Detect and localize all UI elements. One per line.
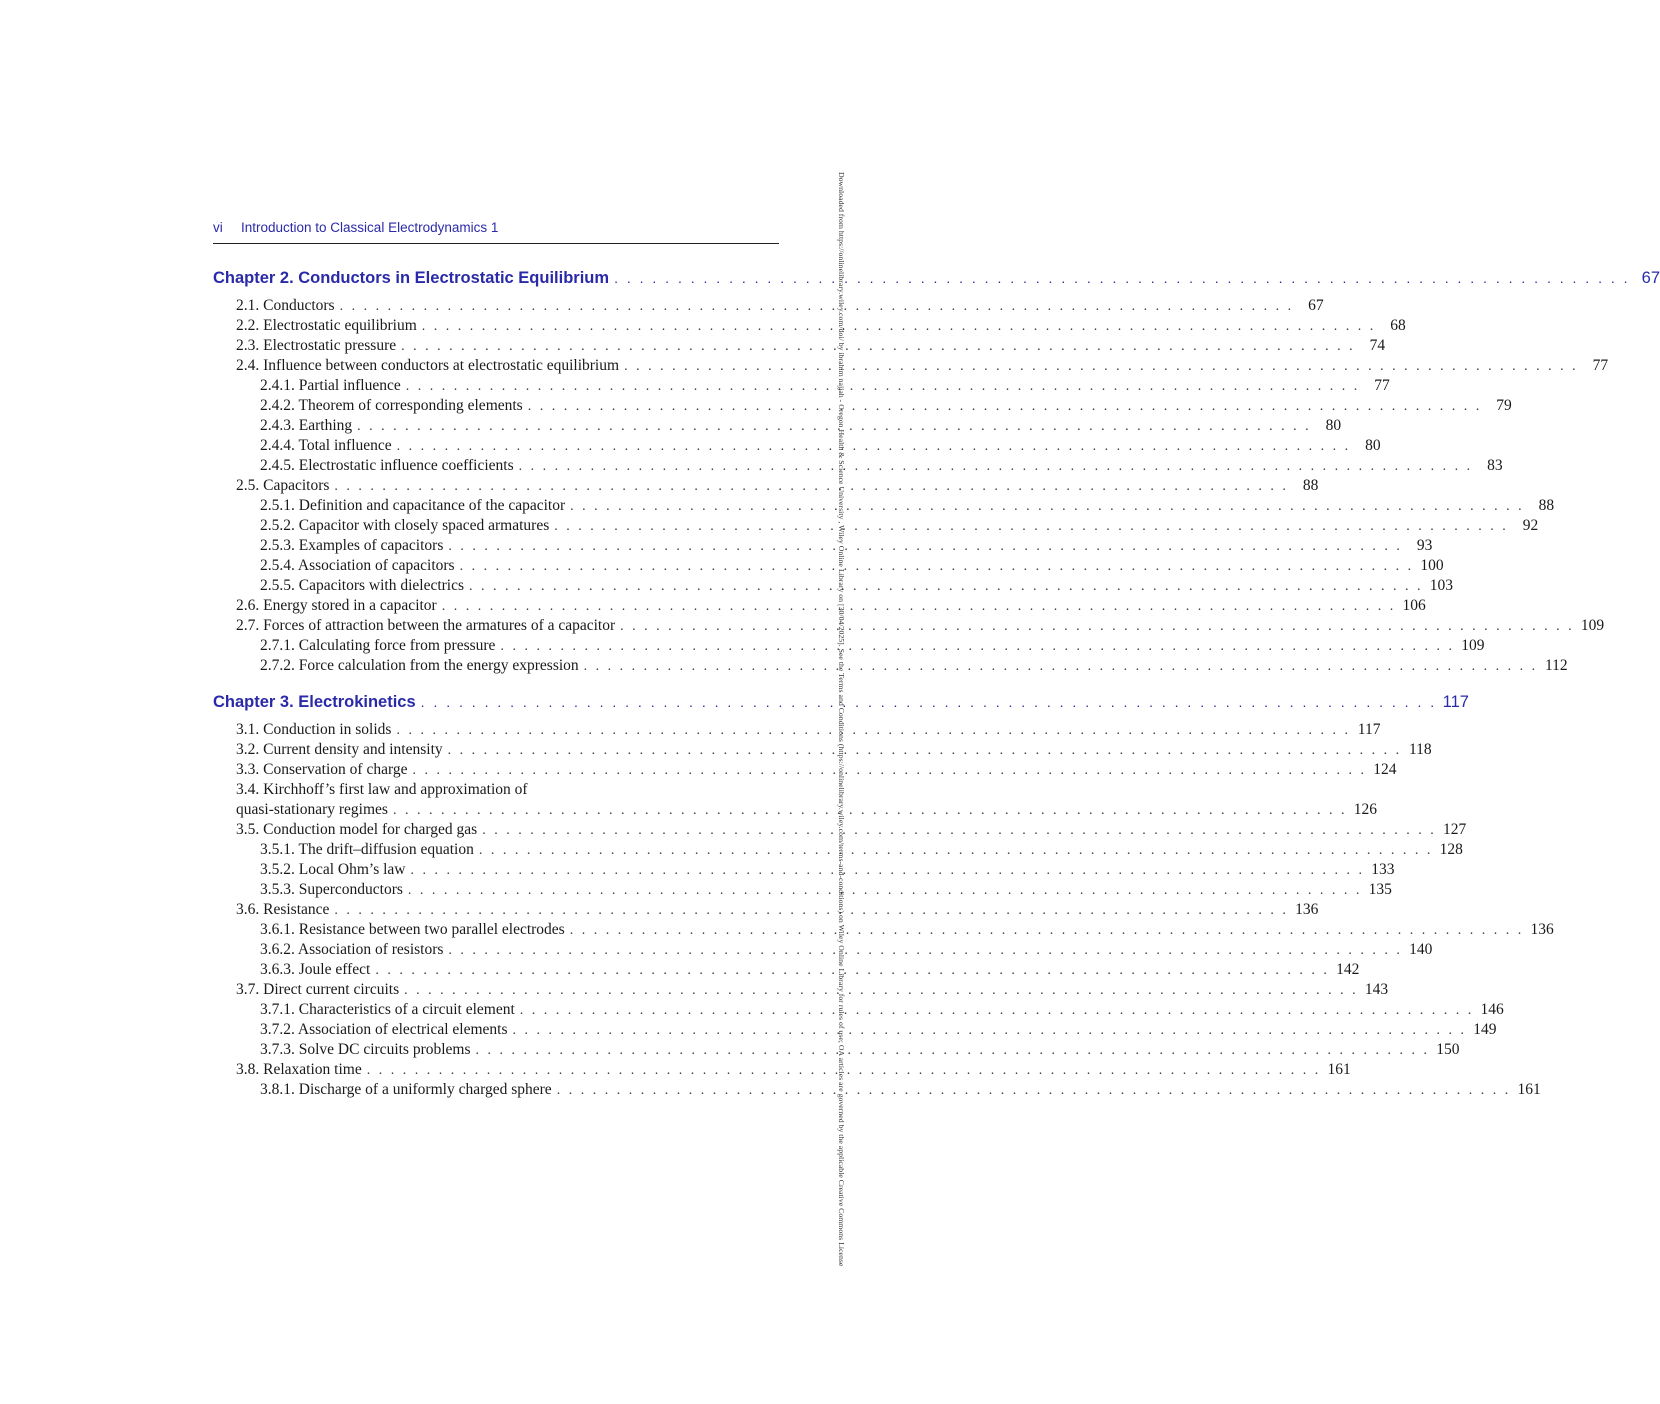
toc-page-number: 149: [1473, 1021, 1497, 1038]
toc-entry-title: 3.5.2. Local Ohm’s law: [260, 861, 406, 878]
toc-page-number: 109: [1461, 637, 1485, 654]
toc-entry-title: 2.4.2. Theorem of corresponding elements: [260, 397, 523, 414]
toc-entry[interactable]: [213, 576, 1454, 596]
toc-leader-dots: . . . . . . . . . . . . . . . . . . . . . . . . . . . . . . . . . . . . . . . . . . . . . . . . . . . . . . . . . . . . . . . . . . . . . . . . . . . . . . . .: [357, 419, 1312, 434]
toc-chapter-entry[interactable]: [213, 268, 1660, 290]
toc-entry[interactable]: [213, 416, 1342, 436]
toc-entry-title: 3.6.3. Joule effect: [260, 961, 371, 978]
toc-page-number: 88: [1538, 497, 1555, 514]
toc-entry-title: 3.2. Current density and intensity: [236, 741, 443, 758]
toc-leader-dots: . . . . . . . . . . . . . . . . . . . . . . . . . . . . . . . . . . . . . . . . . . . . . . . . . . . . . . . . . . . . . . . . . . . . . . . . . . . . . . . .: [447, 743, 1402, 758]
toc-entry-title: 2.4.3. Earthing: [260, 417, 353, 434]
toc-leader-dots: . . . . . . . . . . . . . . . . . . . . . . . . . . . . . . . . . . . . . . . . . . . . . . . . . . . . . . . . . . . . . . . . . . . . . . . . . . . . . . . .: [556, 1083, 1511, 1098]
toc-entry-title: 3.7. Direct current circuits: [236, 981, 400, 998]
toc-page-number: 142: [1336, 961, 1360, 978]
toc-leader-dots: . . . . . . . . . . . . . . . . . . . . . . . . . . . . . . . . . . . . . . . . . . . . . . . . . . . . . . . . . . . . . . . . . . . . . . . . . . . . . . . .: [396, 439, 1351, 454]
toc-entry[interactable]: [213, 516, 1539, 536]
toc-chapter-entry[interactable]: [213, 692, 1469, 714]
toc-entry-title: 2.1. Conductors: [236, 297, 335, 314]
toc-leader-dots: . . . . . . . . . . . . . . . . . . . . . . . . . . . . . . . . . . . . . . . . . . . . . . . . . . . . . . . . . . . . . . . . . . . . . . . . . . . . . . . .: [569, 923, 1524, 938]
toc-entry[interactable]: [213, 920, 1554, 940]
toc-entry-title: 3.7.3. Solve DC circuits problems: [260, 1041, 471, 1058]
toc-page-number: 127: [1442, 821, 1467, 838]
toc-page-number: 93: [1416, 537, 1433, 554]
toc-leader-dots: . . . . . . . . . . . . . . . . . . . . . . . . . . . . . . . . . . . . . . . . . . . . . . . . . . . . . . . . . . . . . . . . . . . . . . . . . . . . . . . .: [512, 1023, 1467, 1038]
toc-entry-title: 2.4.5. Electrostatic influence coefficients: [260, 457, 514, 474]
toc-entry[interactable]: [213, 376, 1390, 396]
toc-page-number: 143: [1364, 981, 1389, 998]
toc-page-number: 124: [1373, 761, 1397, 778]
toc-entry[interactable]: [213, 296, 1324, 316]
toc-entry[interactable]: [213, 436, 1381, 456]
toc-entry-title: 2.6. Energy stored in a capacitor: [236, 597, 437, 614]
toc-entry[interactable]: [213, 596, 1426, 616]
toc-leader-dots: . . . . . . . . . . . . . . . . . . . . . . . . . . . . . . . . . . . . . . . . . . . . . . . . . . . . . . . . . . . . . . . . . . . . . . . . . . . . . . . .: [570, 499, 1525, 514]
toc-entry[interactable]: [213, 860, 1395, 880]
toc-entry[interactable]: [213, 1060, 1351, 1080]
toc-entry[interactable]: [213, 616, 1605, 636]
toc-page-number: 83: [1487, 457, 1503, 474]
toc-entry-title: 3.8. Relaxation time: [236, 1061, 362, 1078]
toc-leader-dots: . . . . . . . . . . . . . . . . . . . . . . . . . . . . . . . . . . . . . . . . . . . . . . . . . . . . . . . . . . . . . . . . . . . . . . . . . . . . . . . .: [339, 299, 1294, 314]
toc-page-number: 77: [1592, 357, 1609, 374]
toc-entry[interactable]: [213, 556, 1444, 576]
toc-page-number: 67: [1641, 269, 1660, 287]
toc-entry-title: 3.8.1. Discharge of a uniformly charged sphere: [260, 1081, 552, 1098]
toc-entry-title: 2.5.1. Definition and capacitance of the capacitor: [260, 497, 566, 514]
toc-page-number: 128: [1439, 841, 1463, 858]
toc-entry-title: 2.5.3. Examples of capacitors: [260, 537, 444, 554]
header-page-number: vi: [213, 220, 223, 235]
toc-leader-dots: . . . . . . . . . . . . . . . . . . . . . . . . . . . . . . . . . . . . . . . . . . . . . . . . . . . . . . . . . . . . . . . . . . . . . . . . . . . . . . . .: [375, 963, 1330, 978]
toc-entry[interactable]: [213, 760, 1397, 780]
toc-leader-dots: . . . . . . . . . . . . . . . . . . . . . . . . . . . . . . . . . . . . . . . . . . . . . . . . . . . . . . . . . . . . . . . . . . . . . . . . . . . . . . . .: [614, 270, 1631, 286]
toc-leader-dots: . . . . . . . . . . . . . . . . . . . . . . . . . . . . . . . . . . . . . . . . . . . . . . . . . . . . . . . . . . . . . . . . . . . . . . . . . . . . . . . .: [392, 803, 1347, 818]
toc-page-number: 117: [1442, 693, 1469, 711]
toc-entry[interactable]: [213, 356, 1609, 376]
toc-leader-dots: . . . . . . . . . . . . . . . . . . . . . . . . . . . . . . . . . . . . . . . . . . . . . . . . . . . . . . . . . . . . . . . . . . . . . . . . . . . . . . . .: [519, 1003, 1474, 1018]
toc-leader-dots: . . . . . . . . . . . . . . . . . . . . . . . . . . . . . . . . . . . . . . . . . . . . . . . . . . . . . . . . . . . . . . . . . . . . . . . . . . . . . . . .: [407, 883, 1362, 898]
toc-entry-title: 3.4. Kirchhoff’s first law and approximation of: [236, 781, 528, 798]
toc-page-number: 161: [1517, 1081, 1541, 1098]
toc-page-number: 77: [1374, 377, 1390, 394]
toc-entry-title: 2.4.1. Partial influence: [260, 377, 401, 394]
toc-page-number: 79: [1496, 397, 1512, 414]
toc-leader-dots: . . . . . . . . . . . . . . . . . . . . . . . . . . . . . . . . . . . . . . . . . . . . . . . . . . . . . . . . . . . . . . . . . . . . . . . . . . . . . . . .: [405, 379, 1360, 394]
toc-entry[interactable]: [213, 396, 1512, 416]
toc-entry[interactable]: [213, 720, 1381, 740]
toc-leader-dots: . . . . . . . . . . . . . . . . . . . . . . . . . . . . . . . . . . . . . . . . . . . . . . . . . . . . . . . . . . . . . . . . . . . . . . . . . . . . . . . .: [478, 843, 1433, 858]
running-header: [213, 219, 779, 244]
toc-leader-dots: . . . . . . . . . . . . . . . . . . . . . . . . . . . . . . . . . . . . . . . . . . . . . . . . . . . . . . . . . . . . . . . . . . . . . . . . . . . . . . . .: [518, 459, 1473, 474]
toc-leader-dots: . . . . . . . . . . . . . . . . . . . . . . . . . . . . . . . . . . . . . . . . . . . . . . . . . . . . . . . . . . . . . . . . . . . . . . . . . . . . . . . .: [396, 723, 1351, 738]
toc-entry[interactable]: [213, 656, 1568, 676]
toc-entry-title: 2.7.1. Calculating force from pressure: [260, 637, 496, 654]
toc-entry[interactable]: [213, 1000, 1504, 1020]
toc-page-number: 133: [1371, 861, 1395, 878]
toc-entry-title: 3.6.2. Association of resistors: [260, 941, 444, 958]
toc-page-number: 92: [1522, 517, 1539, 534]
toc-leader-dots: . . . . . . . . . . . . . . . . . . . . . . . . . . . . . . . . . . . . . . . . . . . . . . . . . . . . . . . . . . . . . . . . . . . . . . . . . . . . . . . .: [401, 339, 1356, 354]
toc-entry-title: 2.5.5. Capacitors with dielectrics: [260, 577, 465, 594]
toc-page-number: 136: [1530, 921, 1554, 938]
toc-leader-dots: . . . . . . . . . . . . . . . . . . . . . . . . . . . . . . . . . . . . . . . . . . . . . . . . . . . . . . . . . . . . . . . . . . . . . . . . . . . . . . . .: [366, 1063, 1321, 1078]
toc-entry[interactable]: [213, 496, 1555, 516]
toc-leader-dots: . . . . . . . . . . . . . . . . . . . . . . . . . . . . . . . . . . . . . . . . . . . . . . . . . . . . . . . . . . . . . . . . . . . . . . . . . . . . . . . .: [448, 539, 1403, 554]
toc-leader-dots: . . . . . . . . . . . . . . . . . . . . . . . . . . . . . . . . . . . . . . . . . . . . . . . . . . . . . . . . . . . . . . . . . . . . . . . . . . . . . . . .: [334, 903, 1289, 918]
toc-entry-title: 3.5. Conduction model for charged gas: [236, 821, 478, 838]
toc-entry-title: 2.5.4. Association of capacitors: [260, 557, 455, 574]
toc-entry[interactable]: [213, 800, 1377, 820]
toc-page-number: 106: [1402, 597, 1426, 614]
toc-page-number: 67: [1308, 297, 1324, 314]
toc-entry[interactable]: [213, 780, 779, 800]
toc-leader-dots: . . . . . . . . . . . . . . . . . . . . . . . . . . . . . . . . . . . . . . . . . . . . . . . . . . . . . . . . . . . . . . . . . . . . . . . . . . . . . . . .: [448, 943, 1403, 958]
toc-leader-dots: . . . . . . . . . . . . . . . . . . . . . . . . . . . . . . . . . . . . . . . . . . . . . . . . . . . . . . . . . . . . . . . . . . . . . . . . . . . . . . . .: [410, 863, 1365, 878]
toc-page-number: 103: [1429, 577, 1454, 594]
toc-page-number: 118: [1408, 741, 1432, 758]
toc-leader-dots: . . . . . . . . . . . . . . . . . . . . . . . . . . . . . . . . . . . . . . . . . . . . . . . . . . . . . . . . . . . . . . . . . . . . . . . . . . . . . . . .: [475, 1043, 1430, 1058]
download-notice-text: Downloaded from https://onlinelibrary.wiley.com/doi/ by ibrahim najjah - Oregon Health & Science University , Wiley Online Library on [30/04/2025]. See the Terms and Conditions (https://onlinelibrary.wiley.com/terms-and-conditions) on Wiley Online Library for rules of use; OA articles are governed by the applicable Creative Commons License: [837, 172, 846, 1267]
toc-entry[interactable]: [213, 476, 1319, 496]
toc-entry-title: 2.5.2. Capacitor with closely spaced armatures: [260, 517, 550, 534]
toc-entry[interactable]: [213, 740, 1432, 760]
toc-entry[interactable]: [213, 880, 1392, 900]
toc-entry[interactable]: [213, 960, 1360, 980]
toc-page-number: 80: [1365, 437, 1381, 454]
toc-leader-dots: . . . . . . . . . . . . . . . . . . . . . . . . . . . . . . . . . . . . . . . . . . . . . . . . . . . . . . . . . . . . . . . . . . . . . . . . . . . . . . . .: [624, 359, 1579, 374]
toc-page-number: 74: [1369, 337, 1386, 354]
toc-entry-title: 3.6.1. Resistance between two parallel electrodes: [260, 921, 565, 938]
toc-entry-title: 3.6. Resistance: [236, 901, 330, 918]
toc-entry[interactable]: [213, 1040, 1460, 1060]
toc-entry-title: 2.7.2. Force calculation from the energy expression: [260, 657, 579, 674]
toc-leader-dots: . . . . . . . . . . . . . . . . . . . . . . . . . . . . . . . . . . . . . . . . . . . . . . . . . . . . . . . . . . . . . . . . . . . . . . . . . . . . . . . .: [421, 319, 1376, 334]
toc-page-number: 136: [1295, 901, 1319, 918]
toc-page-number: 140: [1409, 941, 1433, 958]
toc-entry-title: 3.3. Conservation of charge: [236, 761, 408, 778]
toc-entry[interactable]: [213, 336, 1386, 356]
toc-entry[interactable]: [213, 456, 1503, 476]
toc-page-number: 100: [1420, 557, 1444, 574]
toc-entry-title: 2.4. Influence between conductors at electrostatic equilibrium: [236, 357, 620, 374]
toc-leader-dots: . . . . . . . . . . . . . . . . . . . . . . . . . . . . . . . . . . . . . . . . . . . . . . . . . . . . . . . . . . . . . . . . . . . . . . . . . . . . . . . .: [554, 519, 1509, 534]
toc-page-number: 112: [1544, 657, 1568, 674]
toc-entry-title: 3.1. Conduction in solids: [236, 721, 392, 738]
toc-page-number: 80: [1325, 417, 1342, 434]
toc-entry[interactable]: [213, 820, 1467, 840]
toc-page-number: 117: [1357, 721, 1381, 738]
toc-leader-dots: . . . . . . . . . . . . . . . . . . . . . . . . . . . . . . . . . . . . . . . . . . . . . . . . . . . . . . . . . . . . . . . . . . . . . . . . . . . . . . . .: [469, 579, 1424, 594]
toc-leader-dots: . . . . . . . . . . . . . . . . . . . . . . . . . . . . . . . . . . . . . . . . . . . . . . . . . . . . . . . . . . . . . . . . . . . . . . . . . . . . . . . .: [441, 599, 1396, 614]
toc-page-number: 68: [1390, 317, 1406, 334]
toc-leader-dots: . . . . . . . . . . . . . . . . . . . . . . . . . . . . . . . . . . . . . . . . . . . . . . . . . . . . . . . . . . . . . . . . . . . . . . . . . . . . . . . .: [500, 639, 1455, 654]
toc-page-number: 88: [1302, 477, 1319, 494]
toc-entry-title: 2.7. Forces of attraction between the armatures of a capacitor: [236, 617, 616, 634]
toc-entry[interactable]: [213, 316, 1406, 336]
toc-entry[interactable]: [213, 900, 1319, 920]
toc-entry-title: 3.7.1. Characteristics of a circuit element: [260, 1001, 515, 1018]
toc-entry[interactable]: [213, 1020, 1497, 1040]
toc-entry-title: quasi-stationary regimes: [236, 801, 388, 818]
toc-entry[interactable]: [213, 840, 1463, 860]
toc-page-number: 126: [1353, 801, 1377, 818]
toc-leader-dots: . . . . . . . . . . . . . . . . . . . . . . . . . . . . . . . . . . . . . . . . . . . . . . . . . . . . . . . . . . . . . . . . . . . . . . . . . . . . . . . .: [420, 694, 1437, 710]
toc-entry[interactable]: [213, 636, 1485, 656]
toc-entry-title: Chapter 3. Electrokinetics: [213, 693, 416, 711]
toc-entry-title: 2.2. Electrostatic equilibrium: [236, 317, 417, 334]
toc-leader-dots: . . . . . . . . . . . . . . . . . . . . . . . . . . . . . . . . . . . . . . . . . . . . . . . . . . . . . . . . . . . . . . . . . . . . . . . . . . . . . . . .: [620, 619, 1575, 634]
toc-entry-title: 3.5.3. Superconductors: [260, 881, 403, 898]
toc-leader-dots: . . . . . . . . . . . . . . . . . . . . . . . . . . . . . . . . . . . . . . . . . . . . . . . . . . . . . . . . . . . . . . . . . . . . . . . . . . . . . . . .: [583, 659, 1538, 674]
toc-page-number: 161: [1327, 1061, 1351, 1078]
toc-entry[interactable]: [213, 980, 1389, 1000]
toc-entry-title: 2.3. Electrostatic pressure: [236, 337, 397, 354]
toc-leader-dots: . . . . . . . . . . . . . . . . . . . . . . . . . . . . . . . . . . . . . . . . . . . . . . . . . . . . . . . . . . . . . . . . . . . . . . . . . . . . . . . .: [459, 559, 1414, 574]
toc-leader-dots: . . . . . . . . . . . . . . . . . . . . . . . . . . . . . . . . . . . . . . . . . . . . . . . . . . . . . . . . . . . . . . . . . . . . . . . . . . . . . . . .: [334, 479, 1289, 494]
toc-page-number: 150: [1436, 1041, 1460, 1058]
toc-entry-title: 3.5.1. The drift–diffusion equation: [260, 841, 474, 858]
toc-entry-title: 3.7.2. Association of electrical elements: [260, 1021, 508, 1038]
toc-page-number: 146: [1480, 1001, 1504, 1018]
toc-page-number: 109: [1580, 617, 1605, 634]
toc-entry[interactable]: [213, 940, 1433, 960]
toc-leader-dots: . . . . . . . . . . . . . . . . . . . . . . . . . . . . . . . . . . . . . . . . . . . . . . . . . . . . . . . . . . . . . . . . . . . . . . . . . . . . . . . .: [412, 763, 1367, 778]
header-book-title: Introduction to Classical Electrodynamics 1: [241, 220, 499, 235]
toc-leader-dots: . . . . . . . . . . . . . . . . . . . . . . . . . . . . . . . . . . . . . . . . . . . . . . . . . . . . . . . . . . . . . . . . . . . . . . . . . . . . . . . .: [527, 399, 1482, 414]
toc-entry-title: 2.4.4. Total influence: [260, 437, 392, 454]
toc-entry-title: Chapter 2. Conductors in Electrostatic Equilibrium: [213, 269, 610, 287]
toc-leader-dots: . . . . . . . . . . . . . . . . . . . . . . . . . . . . . . . . . . . . . . . . . . . . . . . . . . . . . . . . . . . . . . . . . . . . . . . . . . . . . . . .: [404, 983, 1359, 998]
toc-entry-title: 2.5. Capacitors: [236, 477, 330, 494]
toc-leader-dots: . . . . . . . . . . . . . . . . . . . . . . . . . . . . . . . . . . . . . . . . . . . . . . . . . . . . . . . . . . . . . . . . . . . . . . . . . . . . . . . .: [482, 823, 1437, 838]
toc-entry[interactable]: [213, 536, 1433, 556]
toc-entry[interactable]: [213, 1080, 1541, 1100]
toc-page-number: 135: [1368, 881, 1392, 898]
download-notice-sidebar: [837, 172, 854, 1267]
